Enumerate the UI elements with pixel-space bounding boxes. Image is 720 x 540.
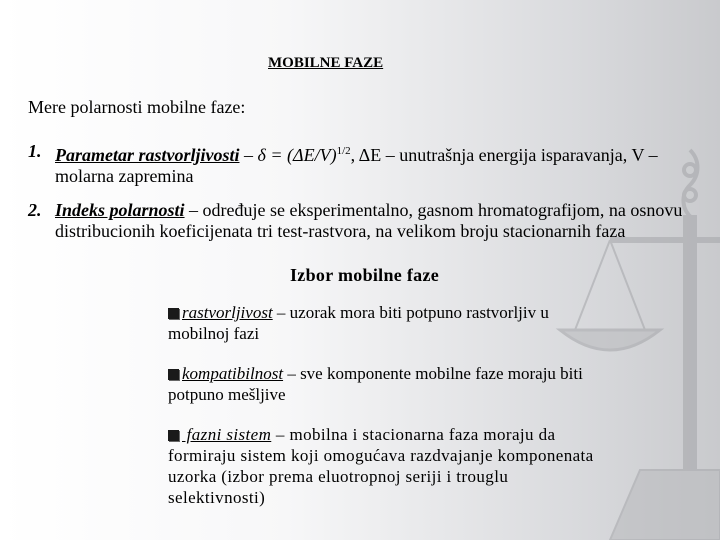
bullet-description: – mobilna i stacionarna faza moraju da formiraju sistem koji omogućava razdvajanje komponenata uzorka (izbor prema eluotropnoj seriji i trouglu selektivnosti): [168, 425, 594, 507]
intro-text: Mere polarnosti mobilne faze:: [28, 97, 246, 117]
bullet-item-phase-system: [168, 424, 608, 508]
bullet-item-compatibility: [168, 363, 608, 405]
bullet-description: – sve komponente mobilne faze moraju biti potpuno mešljive: [168, 364, 583, 404]
item-text: [55, 141, 698, 187]
formula: – δ = (ΔE/V): [239, 145, 337, 165]
item-term: Indeks polarnosti: [55, 200, 185, 220]
bullet-term: rastvorljivost: [182, 303, 273, 322]
q-box-bullet-icon: [168, 369, 179, 380]
item-term: Parametar rastvorljivosti: [55, 145, 240, 165]
bullet-term: fazni sistem: [182, 425, 272, 444]
bullet-term: kompatibilnost: [182, 364, 284, 383]
bullet-item-solubility: [168, 302, 608, 344]
item-number: 1.: [28, 141, 42, 161]
q-box-bullet-icon: [168, 430, 179, 441]
bullet-description: – uzorak mora biti potpuno rastvorljiv u mobilnoj fazi: [168, 303, 549, 343]
q-box-bullet-icon: [168, 308, 179, 319]
list-item-polarity-index: [28, 200, 698, 242]
slide-title: MOBILNE FAZE: [268, 55, 384, 71]
list-item-solubility-parameter: [28, 141, 698, 187]
item-description: , ΔE – unutrašnja energija isparavanja, V – molarna zapremina: [55, 145, 658, 186]
item-number: 2.: [28, 200, 42, 220]
item-text: [55, 200, 698, 242]
formula-exponent: 1/2: [336, 145, 351, 157]
section-subtitle: Izbor mobilne faze: [290, 265, 440, 285]
item-description: – određuje se eksperimentalno, gasnom hromatografijom, na osnovu distribucionih koeficijenata tri test-rastvora, na velikom broju stacionarnih faza: [55, 200, 683, 241]
